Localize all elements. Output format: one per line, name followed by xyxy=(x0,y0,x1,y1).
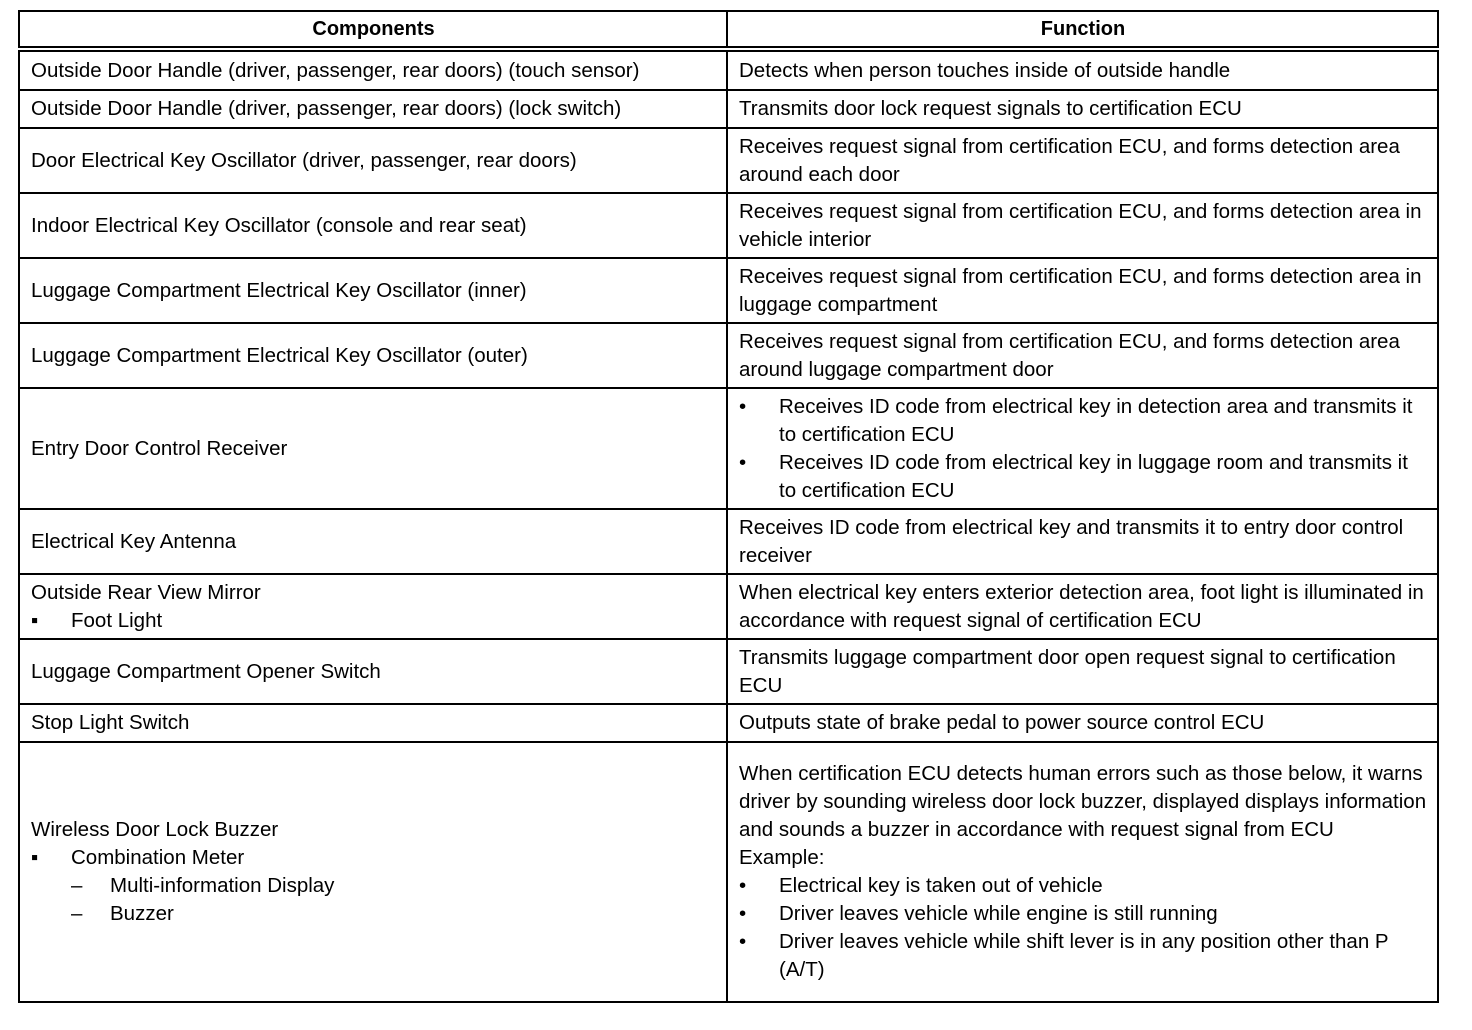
table-header-row xyxy=(19,11,1438,49)
function-cell: Receives request signal from certification ECU, and forms detection area around each door xyxy=(727,128,1438,193)
bullet-text: Foot Light xyxy=(71,608,163,632)
function-cell xyxy=(727,742,1438,1002)
sub-bullet-item xyxy=(31,900,716,928)
function-cell: When electrical key enters exterior detection area, foot light is illuminated in accordance with request signal of certification ECU xyxy=(727,574,1438,639)
component-cell: Indoor Electrical Key Oscillator (console and rear seat) xyxy=(19,193,727,258)
function-cell: Transmits door lock request signals to certification ECU xyxy=(727,90,1438,128)
bullet-mark: • xyxy=(739,902,747,925)
component-cell: Door Electrical Key Oscillator (driver, passenger, rear doors) xyxy=(19,128,727,193)
bullet-mark: • xyxy=(739,450,747,474)
component-cell: Entry Door Control Receiver xyxy=(19,388,727,509)
bullet-mark: • xyxy=(739,874,747,897)
component-cell: Luggage Compartment Electrical Key Oscillator (inner) xyxy=(19,258,727,323)
bullet-item xyxy=(31,607,716,635)
function-cell: Receives ID code from electrical key and transmits it to entry door control receiver xyxy=(727,509,1438,574)
table-row xyxy=(19,704,1438,742)
function-cell xyxy=(727,388,1438,509)
table-row xyxy=(19,323,1438,388)
component-title: Outside Rear View Mirror xyxy=(31,580,261,604)
table-row xyxy=(19,509,1438,574)
bullet-text: Combination Meter xyxy=(71,846,245,869)
function-cell: Receives request signal from certification ECU, and forms detection area around luggage compartment door xyxy=(727,323,1438,388)
bullet-text: Receives ID code from electrical key in detection area and transmits it to certification ECU xyxy=(779,394,1413,446)
component-cell: Outside Door Handle (driver, passenger, rear doors) (touch sensor) xyxy=(19,49,727,90)
component-cell xyxy=(19,742,727,1002)
component-cell: Outside Door Handle (driver, passenger, rear doors) (lock switch) xyxy=(19,90,727,128)
square-bullet-mark: ▪ xyxy=(31,608,39,632)
table-row xyxy=(19,193,1438,258)
function-cell: Transmits luggage compartment door open request signal to certification ECU xyxy=(727,639,1438,704)
dash-mark: – xyxy=(71,874,83,897)
function-text: When certification ECU detects human errors such as those below, it warns driver by sounding wireless door lock buzzer, displayed displays information and sounds a buzzer in accordance with request signal from ECU xyxy=(739,762,1427,841)
header-components: Components xyxy=(19,11,727,49)
bullet-mark: • xyxy=(739,394,747,418)
table-row xyxy=(19,388,1438,509)
bullet-item xyxy=(739,900,1427,928)
table-row xyxy=(19,90,1438,128)
table-row xyxy=(19,49,1438,90)
table-row xyxy=(19,258,1438,323)
table-row xyxy=(19,128,1438,193)
header-function: Function xyxy=(727,11,1438,49)
sub-bullet-item xyxy=(31,872,716,900)
component-cell xyxy=(19,574,727,639)
bullet-item xyxy=(31,844,716,872)
function-cell: Outputs state of brake pedal to power source control ECU xyxy=(727,704,1438,742)
bullet-text: Electrical key is taken out of vehicle xyxy=(779,874,1103,897)
example-label: Example: xyxy=(739,846,825,869)
bullet-text: Driver leaves vehicle while engine is still running xyxy=(779,902,1218,925)
bullet-text: Receives ID code from electrical key in luggage room and transmits it to certification ECU xyxy=(779,450,1408,502)
component-cell: Stop Light Switch xyxy=(19,704,727,742)
component-cell: Luggage Compartment Opener Switch xyxy=(19,639,727,704)
bullet-item xyxy=(739,449,1427,505)
function-cell: Receives request signal from certification ECU, and forms detection area in luggage compartment xyxy=(727,258,1438,323)
sub-bullet-text: Buzzer xyxy=(110,902,174,925)
dash-mark: – xyxy=(71,902,83,925)
component-cell: Electrical Key Antenna xyxy=(19,509,727,574)
table-row xyxy=(19,742,1438,1002)
bullet-item xyxy=(739,872,1427,900)
square-bullet-mark: ▪ xyxy=(31,846,39,869)
sub-bullet-text: Multi-information Display xyxy=(110,874,335,897)
components-function-table xyxy=(18,10,1439,1003)
table-row xyxy=(19,639,1438,704)
table-row xyxy=(19,574,1438,639)
bullet-text: Driver leaves vehicle while shift lever is in any position other than P (A/T) xyxy=(779,930,1389,981)
bullet-mark: • xyxy=(739,930,747,953)
component-cell: Luggage Compartment Electrical Key Oscillator (outer) xyxy=(19,323,727,388)
bullet-item xyxy=(739,928,1427,984)
component-title: Wireless Door Lock Buzzer xyxy=(31,818,279,841)
function-cell: Receives request signal from certification ECU, and forms detection area in vehicle interior xyxy=(727,193,1438,258)
bullet-item xyxy=(739,393,1427,449)
function-cell: Detects when person touches inside of outside handle xyxy=(727,49,1438,90)
